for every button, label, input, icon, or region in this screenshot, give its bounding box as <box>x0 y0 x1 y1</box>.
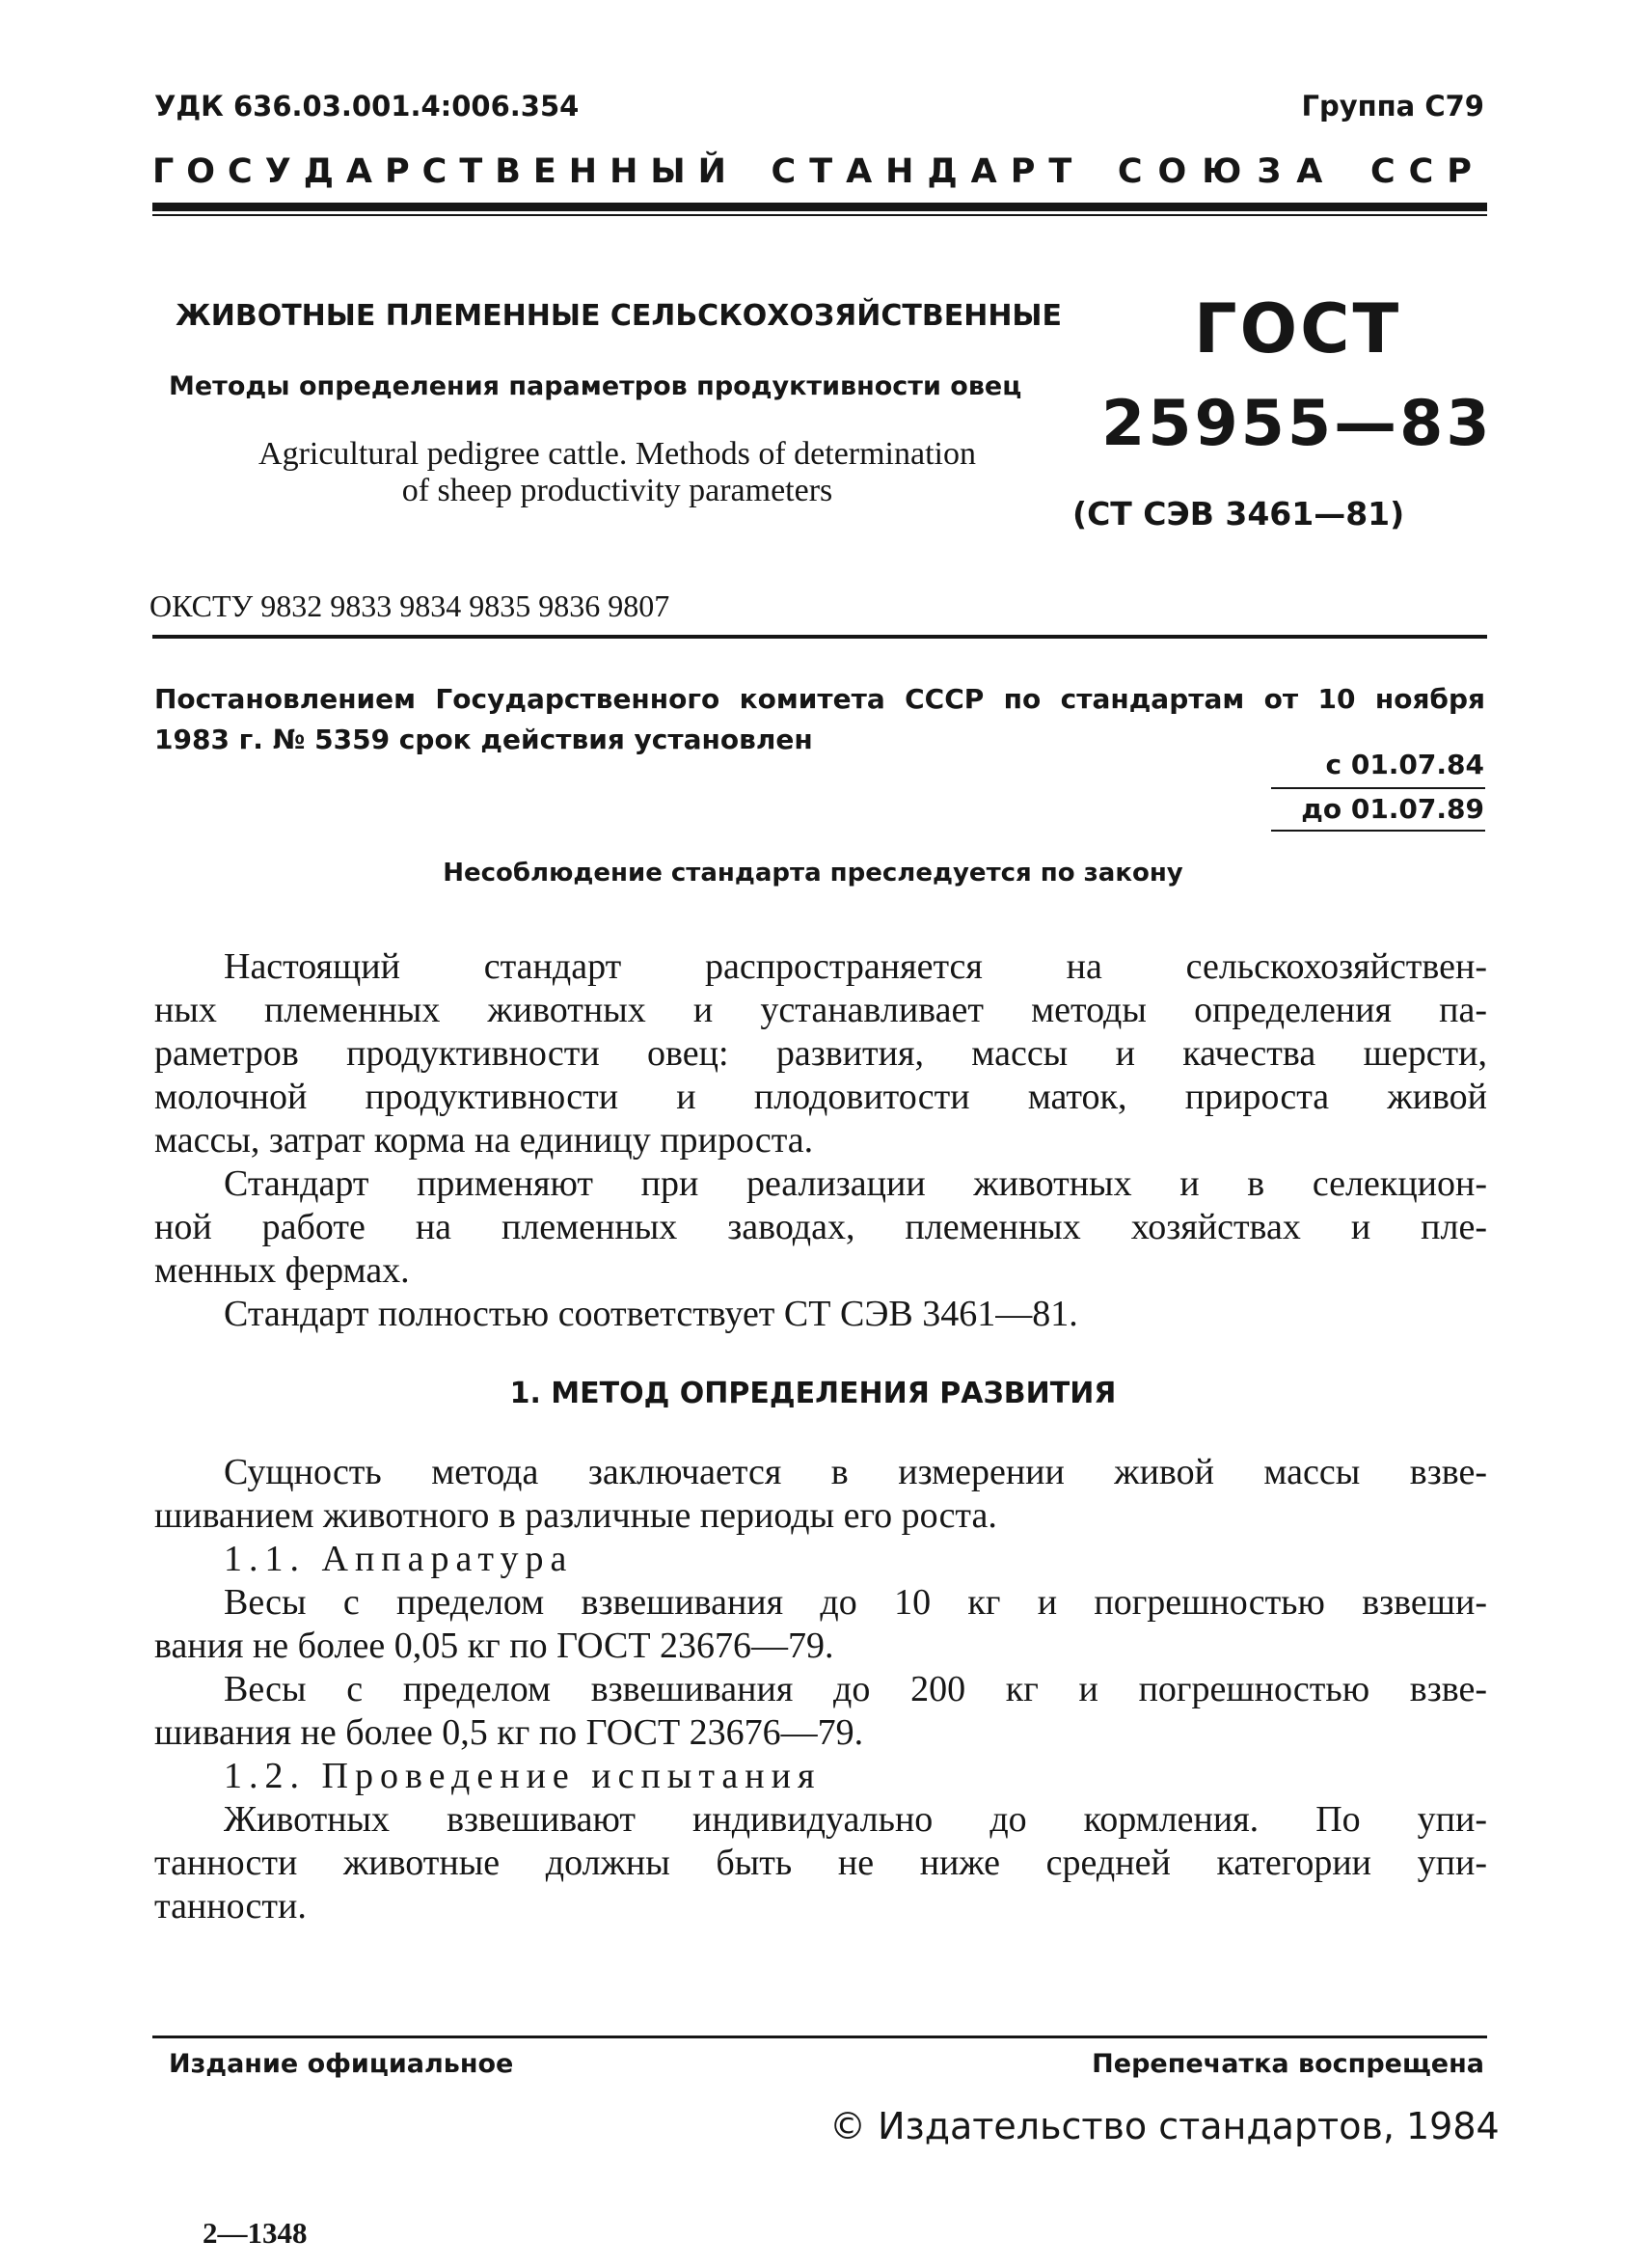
okstu-codes: ОКСТУ 9832 9833 9834 9835 9836 9807 <box>149 588 670 623</box>
header-double-rule-thick <box>152 203 1487 211</box>
text-line: молочной продуктивности и плодовитости маток, прироста живой <box>154 1077 1487 1117</box>
english-title-line: Agricultural pedigree cattle. Methods of determination <box>258 436 976 472</box>
english-title-line: of sheep productivity parameters <box>401 473 833 508</box>
footer-rule <box>152 2036 1487 2038</box>
text-line: ной работе на племенных заводах, племенных хозяйствах и пле- <box>154 1207 1487 1247</box>
intro-paragraph-1 <box>154 945 1487 1162</box>
text-line: раметров продуктивности овец: развития, массы и качества шерсти, <box>154 1033 1487 1074</box>
text-line: шиванием животного в различные периоды его роста. <box>154 1495 997 1536</box>
title-word: ССР <box>1369 152 1485 191</box>
test-procedure-text <box>154 1798 1487 1928</box>
page-code: 2—1348 <box>203 2216 308 2250</box>
text-line: 1.2. Проведение испытания <box>224 1756 822 1796</box>
text-line: Животных взвешивают индивидуально до кормления. По упи- <box>224 1799 1487 1840</box>
text-line: менных фермах. <box>154 1250 410 1291</box>
header-double-rule-thin <box>152 214 1487 216</box>
date-divider-rule <box>1271 787 1485 789</box>
reprint-prohibited-label: Перепечатка воспрещена <box>1092 2049 1484 2079</box>
section-1-heading: 1. МЕТОД ОПРЕДЕЛЕНИЯ РАЗВИТИЯ <box>509 1377 1117 1410</box>
intro-paragraph-3 <box>154 1293 1487 1336</box>
enforcement-note: Несоблюдение стандарта преследуется по закону <box>443 859 1183 888</box>
scales-2-text <box>154 1668 1487 1755</box>
english-title <box>174 436 1061 509</box>
text-line: Настоящий стандарт распространяется на сельскохозяйствен- <box>224 946 1487 987</box>
text-line: танности животные должны быть не ниже средней категории упи- <box>154 1843 1487 1883</box>
title-word: СОЮЗА <box>1117 152 1339 191</box>
text-line: массы, затрат корма на единицу прироста. <box>154 1120 814 1161</box>
scales-1-text <box>154 1581 1487 1668</box>
text-line: Стандарт полностью соответствует СТ СЭВ 3461—81. <box>224 1294 1078 1334</box>
title-word: ГОСУДАРСТВЕННЫЙ <box>152 152 739 191</box>
state-standard-title <box>152 152 1485 191</box>
copyright-notice: © Издательство стандартов, 1984 <box>829 2105 1500 2147</box>
method-essence <box>154 1451 1487 1538</box>
text-line: вания не более 0,05 кг по ГОСТ 23676—79. <box>154 1626 834 1666</box>
sev-reference: (СТ СЭВ 3461—81) <box>1072 495 1405 533</box>
group-code: Группа С79 <box>1301 90 1484 123</box>
text-line: Весы с пределом взвешивания до 200 кг и погрешностью взве- <box>224 1669 1487 1709</box>
standard-methods-title: Методы определения параметров продуктивности овец <box>169 371 1022 401</box>
gost-number: 25955—83 <box>1101 388 1493 460</box>
standard-subject: ЖИВОТНЫЕ ПЛЕМЕННЫЕ СЕЛЬСКОХОЗЯЙСТВЕННЫЕ <box>176 299 1063 333</box>
text-line: Стандарт применяют при реализации животных и в селекцион- <box>224 1163 1487 1204</box>
decree-text: Постановлением Государственного комитета СССР по стандартам от 10 ноября 1983 г. № 5359 срок действия установлен <box>154 683 1485 755</box>
text-line: 1.1. Аппаратура <box>224 1539 574 1579</box>
effective-to-date: до 01.07.89 <box>1301 793 1484 825</box>
title-word: СТАНДАРТ <box>771 152 1086 191</box>
text-line: Сущность метода заключается в измерении живой массы взве- <box>224 1452 1487 1492</box>
intro-paragraph-2 <box>154 1162 1487 1293</box>
text-line: танности. <box>154 1886 307 1926</box>
okstu-rule <box>152 635 1487 639</box>
subsection-1-2-title <box>154 1755 1487 1798</box>
subsection-1-1-title <box>154 1538 1487 1581</box>
official-edition-label: Издание официальное <box>169 2049 514 2079</box>
text-line: ных племенных животных и устанавливает методы определения па- <box>154 990 1487 1030</box>
gost-label: ГОСТ <box>1194 289 1402 369</box>
effective-from-date: с 01.07.84 <box>1325 749 1484 780</box>
date-underline-rule <box>1271 830 1485 832</box>
text-line: шивания не более 0,5 кг по ГОСТ 23676—79. <box>154 1712 864 1753</box>
udk-code: УДК 636.03.001.4:006.354 <box>154 90 580 123</box>
text-line: Весы с пределом взвешивания до 10 кг и погрешностью взвеши- <box>224 1582 1487 1623</box>
